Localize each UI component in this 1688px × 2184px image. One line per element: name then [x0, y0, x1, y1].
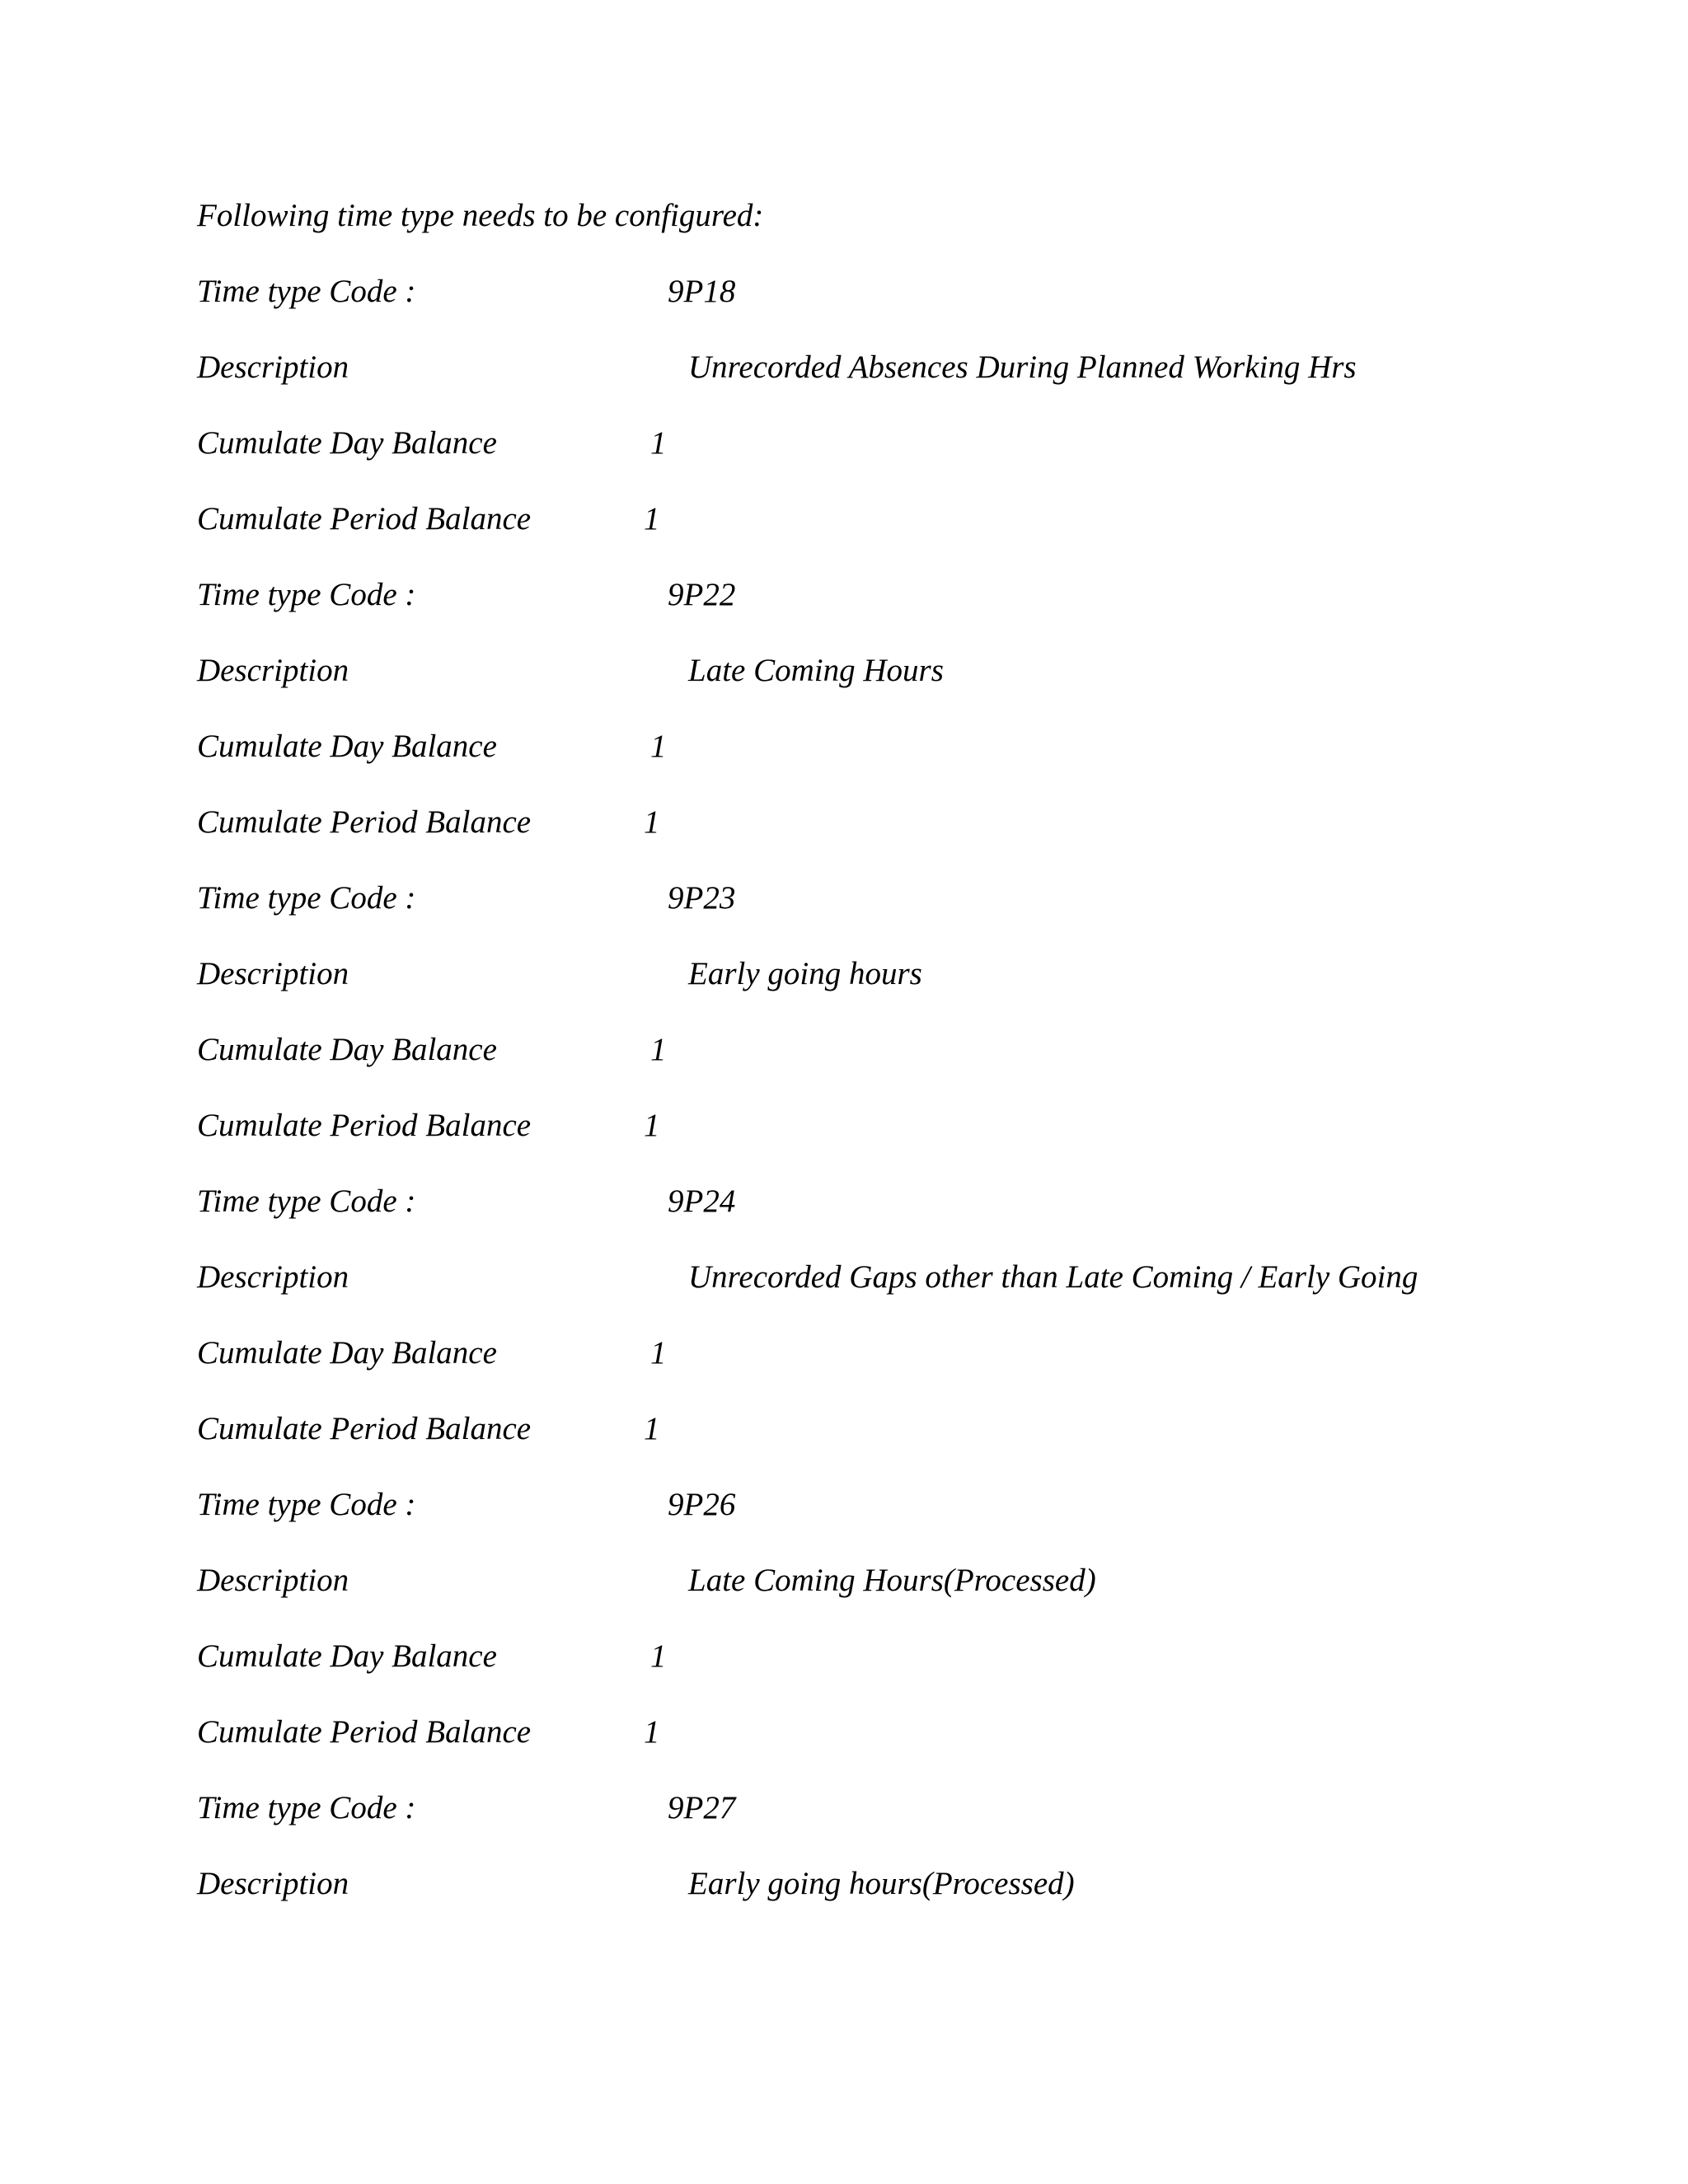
description-label: Description [197, 653, 349, 688]
description-label: Description [197, 956, 349, 991]
description-row [0, 1859, 1688, 1909]
intro-text: Following time type needs to be configured: [197, 198, 764, 233]
cumulate-period-balance-row [0, 798, 1688, 847]
description-value: Early going hours [688, 956, 922, 991]
description-label: Description [197, 349, 349, 385]
time-type-code-value: 9P24 [668, 1183, 736, 1219]
time-type-code-label: Time type Code : [197, 274, 416, 309]
time-type-code-label: Time type Code : [197, 577, 416, 612]
time-type-code-value: 9P26 [668, 1487, 736, 1522]
cumulate-period-balance-value: 1 [644, 1411, 660, 1446]
cumulate-period-balance-value: 1 [644, 501, 660, 537]
time-type-code-row [0, 1480, 1688, 1530]
cumulate-period-balance-label: Cumulate Period Balance [197, 804, 532, 840]
time-type-code-row [0, 570, 1688, 620]
cumulate-day-balance-value: 1 [650, 1638, 667, 1674]
description-value: Unrecorded Absences During Planned Working Hrs [688, 349, 1357, 385]
description-row [0, 1253, 1688, 1302]
cumulate-day-balance-row [0, 722, 1688, 771]
time-type-code-value: 9P23 [668, 880, 736, 916]
cumulate-period-balance-value: 1 [644, 804, 660, 840]
cumulate-period-balance-label: Cumulate Period Balance [197, 501, 532, 537]
intro-line [0, 191, 1688, 241]
cumulate-day-balance-value: 1 [650, 729, 667, 764]
time-type-code-value: 9P18 [668, 274, 736, 309]
time-type-code-label: Time type Code : [197, 1790, 416, 1825]
time-type-code-row [0, 1783, 1688, 1833]
cumulate-day-balance-label: Cumulate Day Balance [197, 729, 497, 764]
description-value: Late Coming Hours [688, 653, 944, 688]
cumulate-day-balance-value: 1 [650, 1335, 667, 1371]
time-type-code-value: 9P22 [668, 577, 736, 612]
time-type-code-label: Time type Code : [197, 1487, 416, 1522]
cumulate-period-balance-label: Cumulate Period Balance [197, 1108, 532, 1143]
description-value: Late Coming Hours(Processed) [688, 1563, 1096, 1598]
cumulate-period-balance-label: Cumulate Period Balance [197, 1411, 532, 1446]
cumulate-day-balance-label: Cumulate Day Balance [197, 1335, 497, 1371]
cumulate-day-balance-value: 1 [650, 1032, 667, 1067]
cumulate-day-balance-label: Cumulate Day Balance [197, 1032, 497, 1067]
cumulate-day-balance-label: Cumulate Day Balance [197, 1638, 497, 1674]
cumulate-day-balance-row [0, 1025, 1688, 1075]
cumulate-period-balance-row [0, 1101, 1688, 1151]
description-row [0, 646, 1688, 696]
description-label: Description [197, 1563, 349, 1598]
cumulate-period-balance-row [0, 494, 1688, 544]
cumulate-day-balance-value: 1 [650, 425, 667, 461]
cumulate-day-balance-row [0, 419, 1688, 468]
description-label: Description [197, 1259, 349, 1295]
description-label: Description [197, 1866, 349, 1901]
cumulate-day-balance-row [0, 1632, 1688, 1681]
time-type-code-label: Time type Code : [197, 1183, 416, 1219]
time-type-code-value: 9P27 [668, 1790, 736, 1825]
cumulate-period-balance-value: 1 [644, 1108, 660, 1143]
time-type-code-row [0, 1177, 1688, 1226]
cumulate-day-balance-row [0, 1329, 1688, 1378]
time-type-code-row [0, 874, 1688, 923]
cumulate-period-balance-label: Cumulate Period Balance [197, 1714, 532, 1750]
cumulate-day-balance-label: Cumulate Day Balance [197, 425, 497, 461]
description-value: Early going hours(Processed) [688, 1866, 1075, 1901]
description-value: Unrecorded Gaps other than Late Coming / Early Going [688, 1259, 1418, 1295]
description-row [0, 343, 1688, 392]
time-type-code-label: Time type Code : [197, 880, 416, 916]
cumulate-period-balance-row [0, 1708, 1688, 1757]
cumulate-period-balance-row [0, 1404, 1688, 1454]
time-type-code-row [0, 267, 1688, 316]
description-row [0, 949, 1688, 999]
description-row [0, 1556, 1688, 1605]
cumulate-period-balance-value: 1 [644, 1714, 660, 1750]
